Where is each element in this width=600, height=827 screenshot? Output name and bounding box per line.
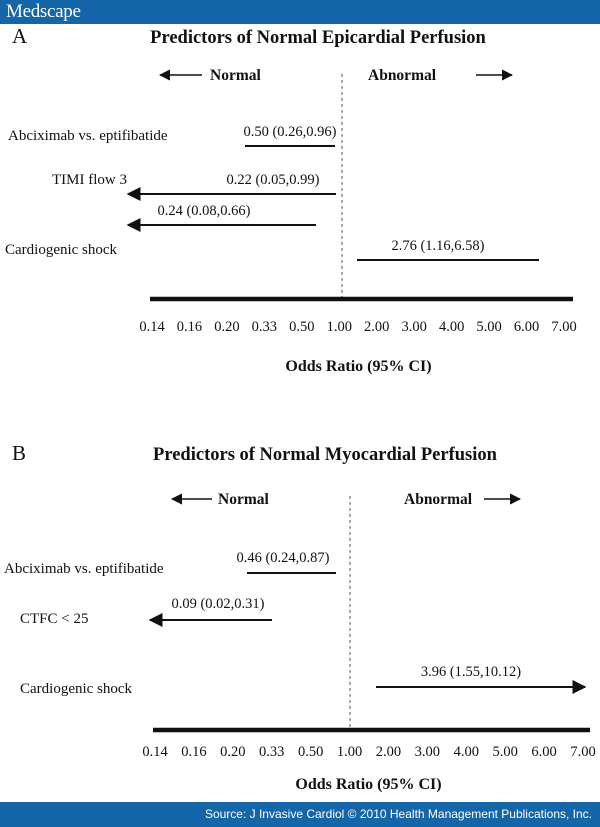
- panel-a-row-label: TIMI flow 3: [52, 172, 127, 188]
- brand-logo: Medscape: [6, 1, 81, 22]
- panel-a-tick-label: 2.00: [364, 319, 390, 335]
- panel-a-estimate-label: 0.50 (0.26,0.96): [243, 124, 337, 140]
- panel-b-tick-label: 7.00: [570, 744, 596, 760]
- panel-a-normal-label: Normal: [210, 67, 261, 84]
- panel-a-title: Predictors of Normal Epicardial Perfusion: [150, 28, 486, 48]
- panel-b-letter: B: [12, 441, 27, 465]
- panel-b-tick-label: 4.00: [453, 744, 479, 760]
- panel-a-letter: A: [12, 24, 28, 48]
- bottom-source-bar: [0, 802, 600, 827]
- panel-b-row-label: Cardiogenic shock: [20, 681, 133, 697]
- panel-b-row-label: CTFC < 25: [20, 611, 89, 627]
- panel-a-estimate-label: 0.24 (0.08,0.66): [157, 203, 251, 219]
- panel-b-title: Predictors of Normal Myocardial Perfusion: [153, 445, 497, 465]
- panel-a-tick-label: 0.20: [214, 319, 240, 335]
- panel-a-tick-label: 5.00: [476, 319, 502, 335]
- panel-b-tick-label: 0.16: [181, 744, 207, 760]
- panel-b-normal-label: Normal: [218, 491, 269, 508]
- panel-b-row-label: Abciximab vs. eptifibatide: [4, 561, 164, 577]
- panel-a-tick-label: 0.16: [176, 319, 203, 335]
- panel-a-x-axis-title: Odds Ratio (95% CI): [285, 358, 432, 375]
- panel-a-tick-label: 4.00: [438, 319, 465, 335]
- panel-b-tick-label: 1.00: [336, 744, 363, 760]
- panel-a-tick-label: 7.00: [551, 319, 577, 335]
- panel-a-tick-label: 0.14: [139, 319, 165, 335]
- panel-b-tick-label: 0.50: [297, 744, 324, 760]
- panel-a-tick-label: 0.50: [289, 319, 315, 335]
- panel-a-tick-label: 1.00: [326, 319, 352, 335]
- panel-b-estimate-label: 3.96 (1.55,10.12): [420, 664, 522, 680]
- panel-b-tick-label: 0.33: [259, 744, 285, 760]
- panel-a-tick-label: 3.00: [401, 319, 427, 335]
- panel-b-tick-label: 5.00: [492, 744, 518, 760]
- panel-b-x-axis-title: Odds Ratio (95% CI): [295, 776, 442, 793]
- panel-a-estimate-label: 0.22 (0.05,0.99): [226, 172, 320, 188]
- panel-a-row-label: Abciximab vs. eptifibatide: [8, 128, 168, 144]
- panel-a-estimate-label: 2.76 (1.16,6.58): [391, 238, 485, 254]
- panel-a-row-label: Cardiogenic shock: [5, 242, 118, 258]
- top-brand-bar: [0, 0, 600, 24]
- panel-b-tick-label: 6.00: [531, 744, 557, 760]
- panel-a-tick-label: 0.33: [251, 319, 278, 335]
- panel-a-tick-label: 6.00: [513, 319, 540, 335]
- source-credit: Source: J Invasive Cardiol © 2010 Health Management Publications, Inc.: [204, 807, 592, 821]
- panel-b-abnormal-label: Abnormal: [404, 491, 473, 508]
- panel-b-estimate-label: 0.09 (0.02,0.31): [171, 596, 265, 612]
- panel-b-tick-label: 0.14: [142, 744, 168, 760]
- panel-b-tick-label: 3.00: [414, 744, 441, 760]
- panel-a-abnormal-label: Abnormal: [368, 67, 437, 84]
- panel-b-tick-label: 2.00: [375, 744, 402, 760]
- forest-plot-figure: [0, 24, 600, 802]
- panel-b-tick-label: 0.20: [220, 744, 246, 760]
- panel-b-estimate-label: 0.46 (0.24,0.87): [236, 550, 330, 566]
